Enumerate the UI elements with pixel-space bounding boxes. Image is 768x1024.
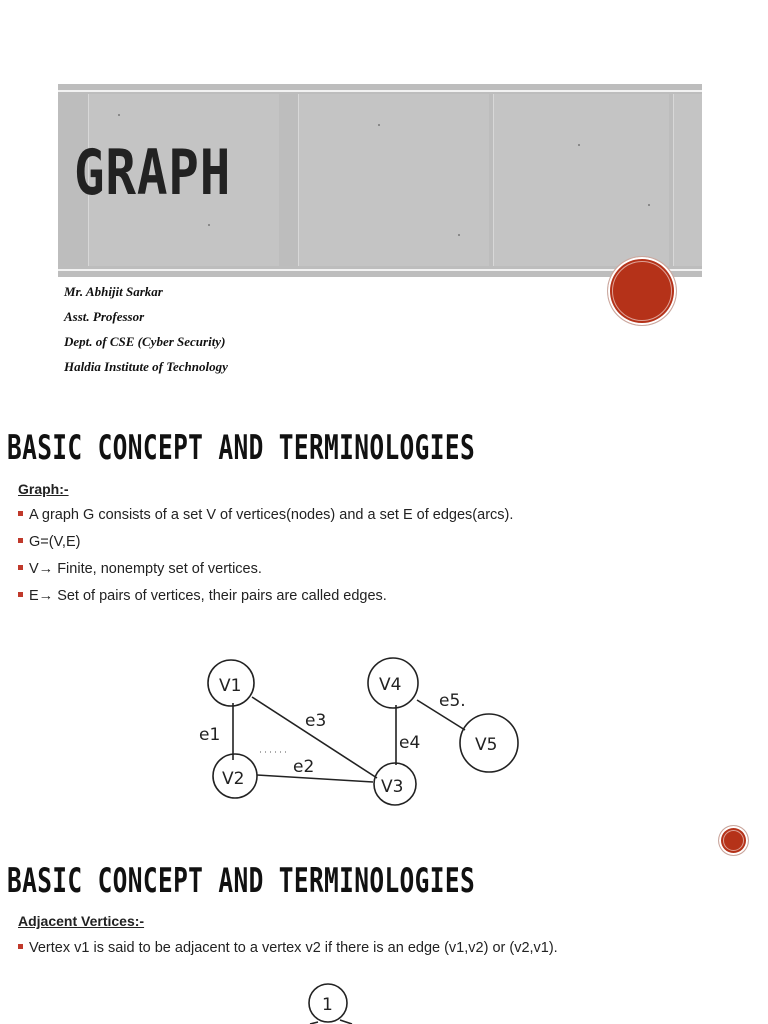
vertex-1-label: 1 <box>322 995 333 1015</box>
title-banner <box>58 84 702 277</box>
vertex-v3-label: V3 <box>381 777 404 797</box>
edge-e2-line <box>257 775 373 782</box>
bullet-square-icon <box>18 538 23 543</box>
slide2-bullet: Vertex v1 is said to be adjacent to a vertex v2 if there is an edge (v1,v2) or (v2,v1). <box>18 940 558 956</box>
decorative-red-circle-small <box>719 826 748 855</box>
edge-e4-label: e4 <box>399 733 421 753</box>
bullet-square-icon <box>18 565 23 570</box>
slide1-subheading: Graph:- <box>18 481 69 497</box>
vertex-v2-label: V2 <box>222 769 245 789</box>
author-position: Asst. Professor <box>64 309 145 324</box>
slide1-heading: BASIC CONCEPT AND TERMINOLOGIES <box>7 428 476 468</box>
page-title: GRAPH <box>74 136 232 209</box>
slide1-bullet: V→ Finite, nonempty set of vertices. <box>18 561 262 577</box>
edge-e3-label: e3 <box>305 711 327 731</box>
edge-e5-label: e5. <box>439 691 466 711</box>
edge-e1-label: e1 <box>199 725 221 745</box>
slide2-heading: BASIC CONCEPT AND TERMINOLOGIES <box>7 861 476 901</box>
vertex-v1-label: V1 <box>219 676 242 696</box>
decorative-red-circle <box>608 257 676 325</box>
vertex-v4-label: V4 <box>379 675 402 695</box>
edge-e3-line <box>252 697 377 778</box>
slide1-bullet: G=(V,E) <box>18 534 80 550</box>
bullet-square-icon <box>18 511 23 516</box>
slide1-bullet: E→ Set of pairs of vertices, their pairs are called edges. <box>18 588 387 604</box>
slide1-bullet: A graph G consists of a set V of vertices(nodes) and a set E of edges(arcs). <box>18 507 513 523</box>
bullet-square-icon <box>18 592 23 597</box>
author-institute: Haldia Institute of Technology <box>64 359 228 374</box>
adjacency-diagram <box>270 975 390 1024</box>
graph-diagram <box>195 650 535 810</box>
bullet-square-icon <box>18 944 23 949</box>
author-department: Dept. of CSE (Cyber Security) <box>64 334 226 349</box>
slide2-subheading: Adjacent Vertices:- <box>18 913 145 929</box>
edge-e2-label: e2 <box>293 757 315 777</box>
vertex-v5-label: V5 <box>475 735 498 755</box>
author-name: Mr. Abhijit Sarkar <box>64 284 163 299</box>
